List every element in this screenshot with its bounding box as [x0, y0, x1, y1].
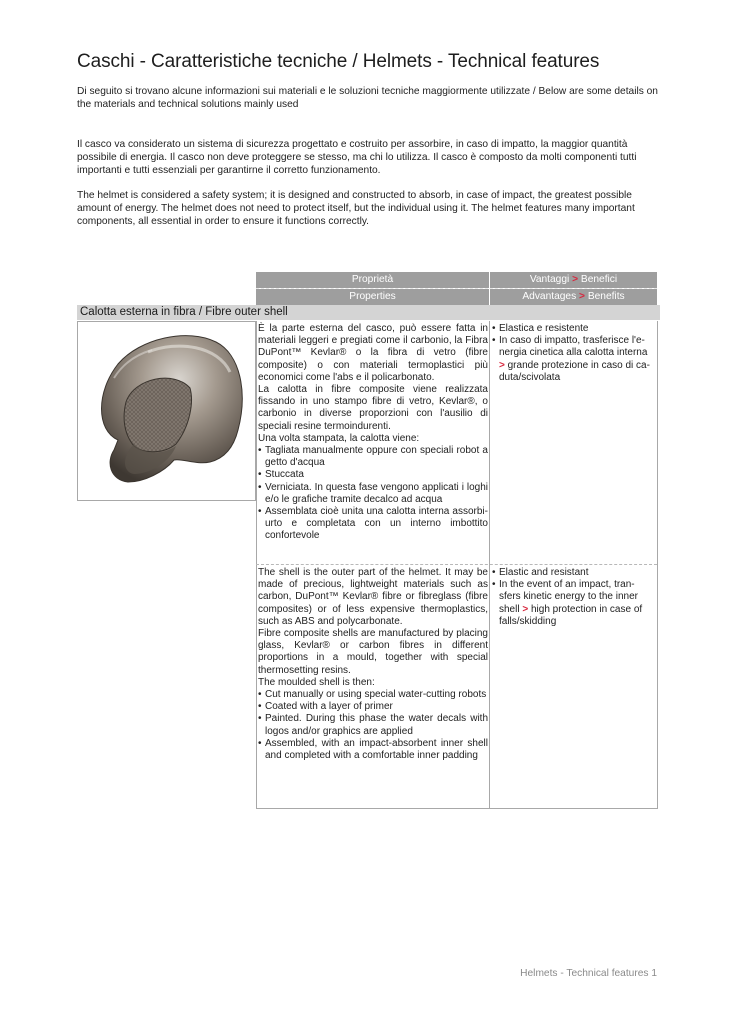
header-adv-it-b: Benefici [580, 274, 618, 285]
section-label: Calotta esterna in fibra / Fibre outer shell [77, 305, 660, 320]
adv-it-list [492, 323, 656, 384]
header-properties-it: Proprietà [256, 272, 489, 288]
list-item: • Verniciata. In questa fase vengono applicati i loghi e/o le grafiche tramite decalco ad acqua [258, 482, 488, 506]
prop-en-p1: The shell is the outer part of the helmet. It may be made of precious, lightweight materials such as carbon, DuPont™ Kevlar® fibre or fibreglass (fibre composites) or of less expensive thermoplastics, such as ABS and polycarbonate. [258, 567, 488, 627]
table-border-bottom [256, 808, 658, 809]
prop-en-p3: The moulded shell is then: [258, 676, 375, 688]
list-item: • Painted. During this phase the water decals with logos and/or graphics are applied [258, 713, 488, 737]
prop-it-p3: Una volta stampata, la calotta viene: [258, 432, 420, 444]
list-item [492, 335, 656, 384]
header-advantages-en [490, 289, 657, 305]
cell-advantages-it [492, 323, 656, 384]
adv-en-b2-b: high protection in case of falls/skidding [499, 603, 643, 627]
helmet-image [77, 321, 256, 501]
page-footer: Helmets - Technical features 1 [520, 968, 657, 979]
adv-en-list [492, 567, 656, 628]
arrow-icon: > [522, 603, 529, 615]
adv-it-b2-a: In caso di impatto, trasferisce l'e-nergia cinetica alla calotta interna [499, 335, 648, 359]
list-item: • Assemblata cioè unita una calotta interna assorbi-urto e completata con un interno imbottito confortevole [258, 506, 488, 543]
header-advantages-it [490, 272, 657, 288]
list-item: • Tagliata manualmente oppure con speciali robot a getto d'acqua [258, 445, 488, 469]
adv-it-b2-b: grande protezione in caso di ca-duta/scivolata [499, 359, 650, 383]
adv-en-b2-a: In the event of an impact, tran-sfers kinetic energy to the inner shell [499, 579, 638, 615]
cell-advantages-en [492, 567, 656, 628]
header-adv-en-b: Benefits [587, 291, 625, 302]
paragraph-italian: Il casco va considerato un sistema di sicurezza progettato e costruito per assorbire, in caso di impatto, la maggior quantità possibile di energia. Il casco non deve proteggere se stesso, ma chi lo utilizza. Il casco è composto da molti componenti tutti importanti e tutti essenziali per garantirne il corretto funzionamento. [77, 139, 637, 176]
prop-it-list [258, 445, 488, 543]
row-divider [256, 564, 657, 565]
page-title: Caschi - Caratteristiche tecniche / Helmets - Technical features [77, 51, 600, 72]
prop-en-p2: Fibre composite shells are manufactured by placing glass, Kevlar® or carbon fibres in different proportions in a mould, together with special thermosetting resins. [258, 628, 488, 676]
table-border-right [657, 321, 658, 808]
header-adv-en-a: Advantages [522, 291, 577, 302]
list-item [492, 579, 656, 628]
intro-text: Di seguito si trovano alcune informazioni sui materiali e le soluzioni tecniche maggiormente utilizzate / Below are some details on the materials and technical solutions mainly used [77, 86, 658, 110]
list-item: • Coated with a layer of primer [258, 701, 488, 713]
prop-it-p2: La calotta in fibre composite viene realizzata fissando in uno stampo fibre di vetro, Kevlar®, o carbonio in diverse proporzioni con l'ausilio di speciali resine termoindurenti. [258, 384, 488, 432]
list-item: • Elastica e resistente [492, 323, 656, 335]
cell-properties-it [258, 323, 488, 543]
prop-en-list [258, 689, 488, 762]
list-item: • Cut manually or using special water-cutting robots [258, 689, 488, 701]
arrow-icon: > [499, 359, 505, 371]
header-properties-en: Properties [256, 289, 489, 305]
list-item: • Stuccata [258, 469, 488, 481]
prop-it-p1: È la parte esterna del casco, può essere fatta in materiali leggeri e pregiati come il carbonio, la Fibra DuPont™ Kevlar® o la fibra di vetro (fibre composite) o con materiali termoplastici più economici come l'abs e il policarbonato. [258, 323, 488, 383]
header-divider [256, 288, 657, 289]
paragraph-english: The helmet is considered a safety system; it is designed and constructed to absorb, in case of impact, the greatest possible amount of energy. The helmet does not need to protect itself, but the individual using it. The helmet features many important components, all essential in order to ensure it functions correctly. [77, 190, 635, 227]
header-adv-it-a: Vantaggi [529, 274, 570, 285]
arrow-icon: > [579, 291, 585, 302]
list-item: • Assembled, with an impact-absorbent inner shell and completed with a comfortable inner padding [258, 738, 488, 762]
arrow-icon: > [572, 274, 579, 285]
list-item: • Elastic and resistant [492, 567, 656, 579]
cell-properties-en [258, 567, 488, 762]
helmet-illustration [78, 322, 255, 500]
